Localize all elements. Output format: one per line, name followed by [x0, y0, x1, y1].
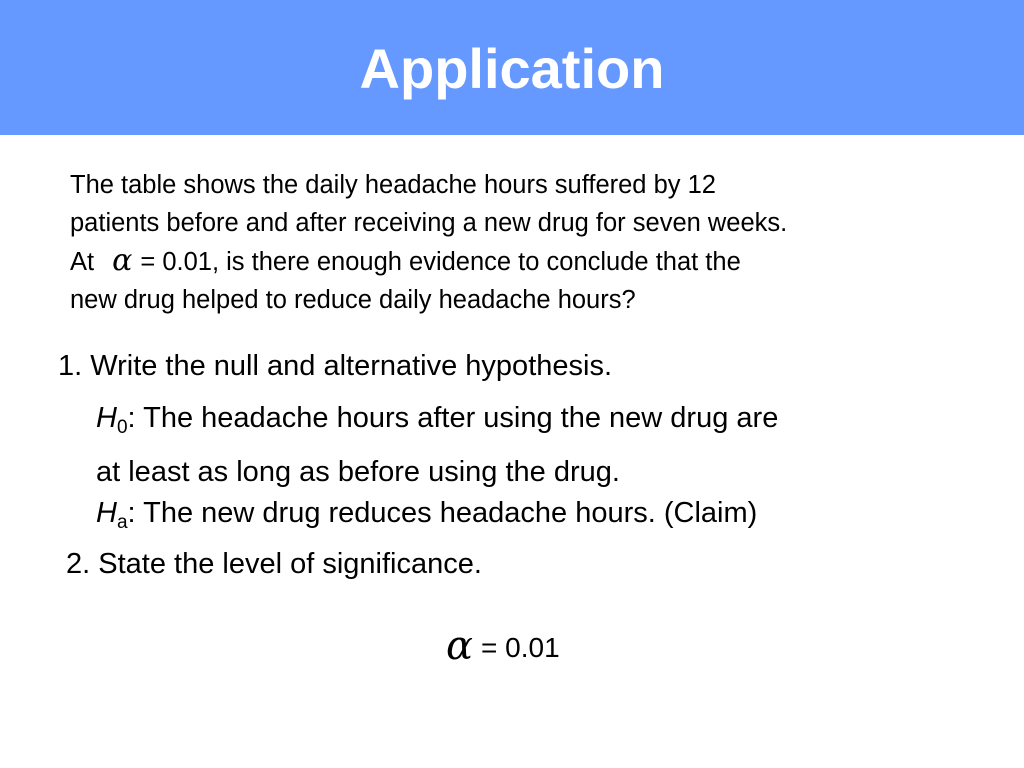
- at-word: At: [70, 248, 95, 276]
- alternative-hypothesis: [96, 491, 757, 545]
- alpha-symbol: α: [112, 243, 133, 278]
- step-1-heading: 1. Write the null and alternative hypothesis.: [58, 350, 613, 382]
- null-hypothesis-symbol: H: [96, 402, 117, 434]
- null-hypothesis: [96, 396, 778, 494]
- problem-line-4: new drug helped to reduce daily headache hours?: [70, 286, 636, 314]
- problem-line-1: The table shows the daily headache hours suffered by 12: [70, 171, 716, 199]
- step-2-heading: 2. State the level of significance.: [66, 548, 482, 580]
- significance-level: [446, 624, 560, 670]
- null-hypothesis-text-2: at least as long as before using the drug.: [96, 456, 620, 488]
- null-hypothesis-subscript: 0: [116, 417, 128, 438]
- significance-value: = 0.01: [481, 632, 560, 663]
- problem-statement: [70, 166, 970, 319]
- alpha-condition-text: = 0.01, is there enough evidence to conclude that the: [140, 248, 741, 276]
- slide-title: Application: [359, 37, 665, 100]
- problem-line-2: patients before and after receiving a new drug for seven weeks.: [70, 209, 788, 237]
- problem-line-3: [70, 242, 970, 281]
- alt-hypothesis-symbol: H: [96, 497, 117, 529]
- alpha-symbol-large: α: [446, 623, 474, 669]
- null-hypothesis-text-1: : The headache hours after using the new drug are: [127, 402, 779, 434]
- alt-hypothesis-subscript: a: [116, 512, 128, 533]
- alt-hypothesis-text: : The new drug reduces headache hours. (Claim): [127, 497, 758, 529]
